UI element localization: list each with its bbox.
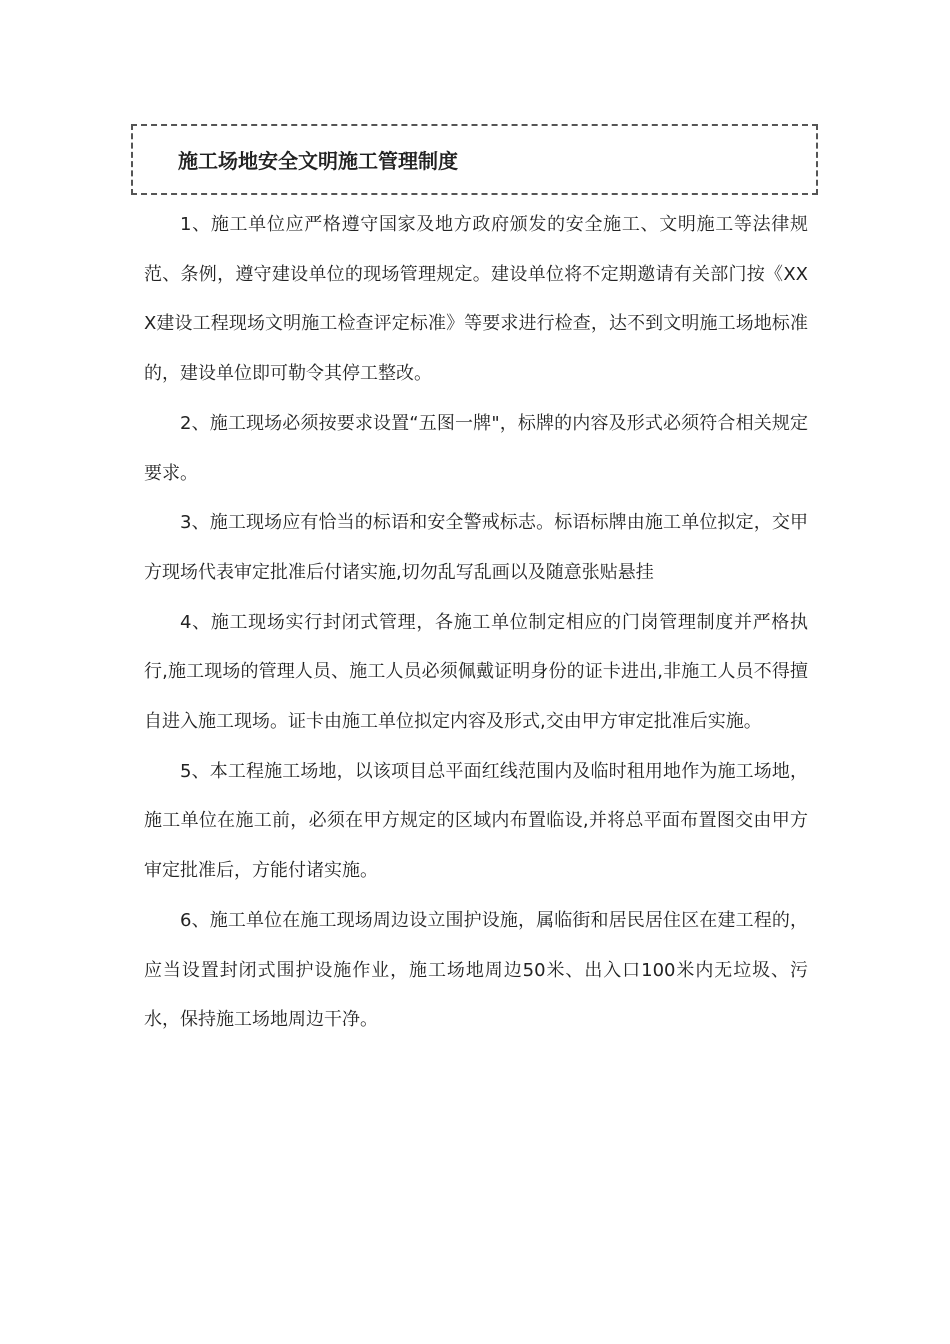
document-body (144, 200, 808, 1045)
paragraph-5: 5、本工程施工场地，以该项目总平面红线范围内及临时租用地作为施工场地，施工单位在施工前，必须在甲方规定的区域内布置临设,并将总平面布置图交由甲方审定批准后，方能付诸实施。 (144, 760, 808, 882)
paragraph-2: 2、施工现场必须按要求设置“五图一牌"，标牌的内容及形式必须符合相关规定要求。 (144, 412, 808, 484)
paragraph-3: 3、施工现场应有恰当的标语和安全警戒标志。标语标牌由施工单位拟定，交甲方现场代表审定批准后付诸实施,切勿乱写乱画以及随意张贴悬挂 (144, 512, 808, 583)
paragraph-6: 6、施工单位在施工现场周边设立围护设施，属临街和居民居住区在建工程的，应当设置封闭式围护设施作业，施工场地周边50米、出入口100米内无垃圾、污水，保持施工场地周边干净。 (144, 909, 808, 1031)
title-frame (131, 124, 818, 195)
document-title: 施工场地安全文明施工管理制度 (178, 149, 458, 173)
paragraph-4: 4、施工现场实行封闭式管理，各施工单位制定相应的门岗管理制度并严格执行,施工现场的管理人员、施工人员必须佩戴证明身份的证卡进出,非施工人员不得擅自进入施工现场。证卡由施工单位拟定内容及形式,交由甲方审定批准后实施。 (144, 611, 808, 733)
paragraph-1: 1、施工单位应严格遵守国家及地方政府颁发的安全施工、文明施工等法律规范、条例，遵守建设单位的现场管理规定。建设单位将不定期邀请有关部门按《XXX建设工程现场文明施工检查评定标准》等要求进行检查，达不到文明施工场地标准的，建设单位即可勒令其停工整改。 (144, 214, 808, 385)
